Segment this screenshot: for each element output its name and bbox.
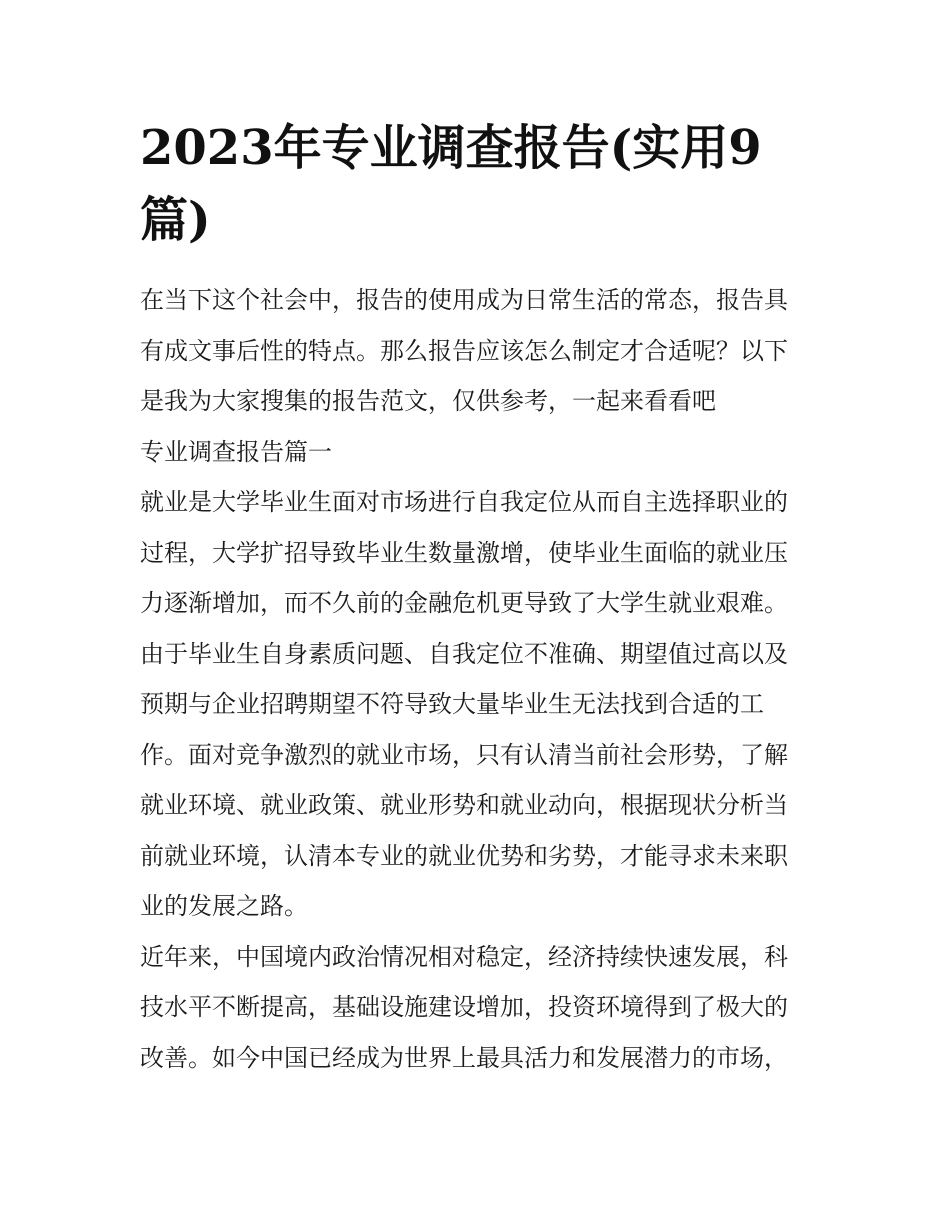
body-line: 改善。如今中国已经成为世界上最具活力和发展潜力的市场， — [140, 1043, 788, 1072]
body-line: 业的发展之路。 — [140, 892, 308, 920]
body-line: 由于毕业生自身素质问题、自我定位不准确、期望值过高以及 — [140, 639, 788, 668]
body-line: 作。面对竞争激烈的就业市场，只有认清当前社会形势，了解 — [140, 740, 788, 769]
body-line: 有成文事后性的特点。那么报告应该怎么制定才合适呢？以下 — [140, 336, 788, 365]
body-line: 在当下这个社会中，报告的使用成为日常生活的常态，报告具 — [140, 286, 788, 314]
document-title — [140, 112, 820, 256]
title-line-1: 2023年专业调查报告(实用9 — [140, 120, 762, 176]
body-line: 就业是大学毕业生面对市场进行自我定位从而自主选择职业的 — [140, 488, 788, 516]
body-line: 是我为大家搜集的报告范文，仅供参考，一起来看看吧 — [140, 387, 716, 415]
body-line: 前就业环境，认清本专业的就业优势和劣势，才能寻求未来职 — [140, 841, 788, 870]
body-line: 就业环境、就业政策、就业形势和就业动向，根据现状分析当 — [140, 791, 788, 819]
body-line: 过程，大学扩招导致毕业生数量激增，使毕业生面临的就业压 — [140, 538, 788, 567]
body-line: 预期与企业招聘期望不符导致大量毕业生无法找到合适的工 — [140, 690, 764, 718]
body-line: 力逐渐增加，而不久前的金融危机更导致了大学生就业艰难。 — [140, 589, 788, 617]
document-body — [140, 275, 812, 1083]
title-line-2: 篇) — [140, 192, 211, 248]
body-line: 技水平不断提高，基础设施建设增加，投资环境得到了极大的 — [140, 993, 788, 1021]
section-heading: 专业调查报告篇一 — [140, 437, 332, 466]
body-line: 近年来，中国境内政治情况相对稳定，经济持续快速发展，科 — [140, 942, 788, 971]
